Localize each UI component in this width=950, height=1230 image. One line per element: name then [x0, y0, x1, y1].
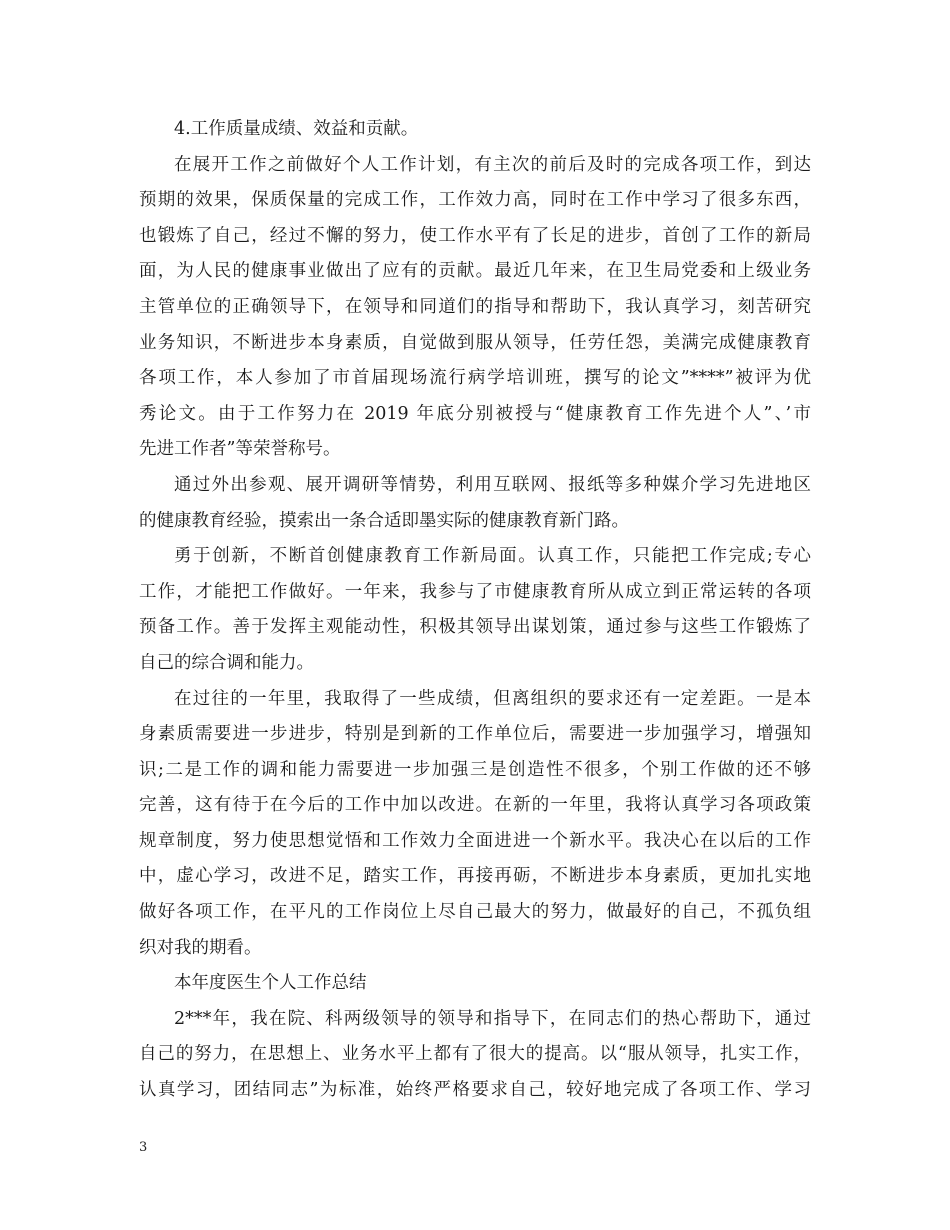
paragraph: [139, 539, 811, 681]
text-line: 主管单位的正确领导下，在领导和同道们的指导和帮助下，我认真学习，刻苦研究: [139, 296, 811, 317]
text-line: 自己的综合调和能力。: [139, 652, 314, 673]
paragraph: [139, 682, 811, 967]
text-line: 秀论文。由于工作努力在 2019 年底分别被授与“健康教育工作先进个人”、’市: [139, 403, 811, 424]
document-body: [139, 112, 811, 1109]
text-line: 做好各项工作，在平凡的工作岗位上尽自己最大的努力，做最好的自己，不孤负组: [139, 902, 811, 923]
text-line: 先进工作者”等荣誉称号。: [139, 439, 341, 460]
text-line: 中，虚心学习，改进不足，踏实工作，再接再砺，不断进步本身素质，更加扎实地: [139, 866, 811, 887]
paragraph: [139, 1002, 811, 1109]
text-line: 身素质需要进一步进步，特别是到新的工作单位后，需要进一步加强学习，增强知: [139, 724, 811, 745]
text-line: 2***年，我在院、科两级领导的领导和指导下，在同志们的热心帮助下，通过: [174, 1008, 811, 1029]
text-line: 勇于创新，不断首创健康教育工作新局面。认真工作，只能把工作完成;专心: [174, 546, 811, 567]
paragraph: [139, 468, 811, 539]
text-line: 自己的努力，在思想上、业务水平上都有了很大的提高。以“服从领导，扎实工作，: [139, 1044, 811, 1065]
paragraph: [139, 112, 811, 148]
heading-line: 4.工作质量成绩、效益和贡献。: [174, 119, 419, 139]
text-line: 通过外出参观、展开调研等情势，利用互联网、报纸等多种媒介学习先进地区: [174, 474, 811, 495]
text-line: 识;二是工作的调和能力需要进一步加强三是创造性不很多，个别工作做的还不够: [139, 759, 811, 780]
text-line: 预备工作。善于发挥主观能动性，积极其领导出谋划策，通过参与这些工作锻炼了: [139, 617, 811, 638]
text-line: 业务知识，不断进步本身素质，自觉做到服从领导，任劳任怨，美满完成健康教育: [139, 332, 811, 353]
text-line: 完善，这有待于在今后的工作中加以改进。在新的一年里，我将认真学习各项政策: [139, 795, 811, 816]
text-line: 面，为人民的健康事业做出了应有的贡献。最近几年来，在卫生局党委和上级业务: [139, 261, 811, 282]
text-line: 在展开工作之前做好个人工作计划，有主次的前后及时的完成各项工作，到达: [174, 154, 811, 175]
text-line: 认真学习，团结同志”为标准，始终严格要求自己，较好地完成了各项工作、学习: [139, 1080, 811, 1101]
text-line: 各项工作，本人参加了市首届现场流行病学培训班，撰写的论文”****”被评为优: [139, 368, 811, 389]
text-line: 预期的效果，保质保量的完成工作，工作效力高，同时在工作中学习了很多东西，: [139, 190, 811, 211]
text-line: 织对我的期看。: [139, 937, 262, 958]
paragraph: [139, 148, 811, 468]
section-title: 本年度医生个人工作总结: [174, 973, 367, 994]
paragraph: [139, 966, 811, 1002]
text-line: 工作，才能把工作做好。一年来，我参与了市健康教育所从成立到正常运转的各项: [139, 581, 811, 602]
text-line: 的健康教育经验，摸索出一条合适即墨实际的健康教育新门路。: [139, 510, 629, 531]
text-line: 规章制度，努力使思想觉悟和工作效力全面进进一个新水平。我决心在以后的工作: [139, 830, 811, 851]
text-line: 在过往的一年里，我取得了一些成绩，但离组织的要求还有一定差距。一是本: [174, 688, 811, 709]
page-number: 3: [139, 1140, 148, 1155]
text-line: 也锻炼了自己，经过不懈的努力，使工作水平有了长足的进步，首创了工作的新局: [139, 225, 811, 246]
